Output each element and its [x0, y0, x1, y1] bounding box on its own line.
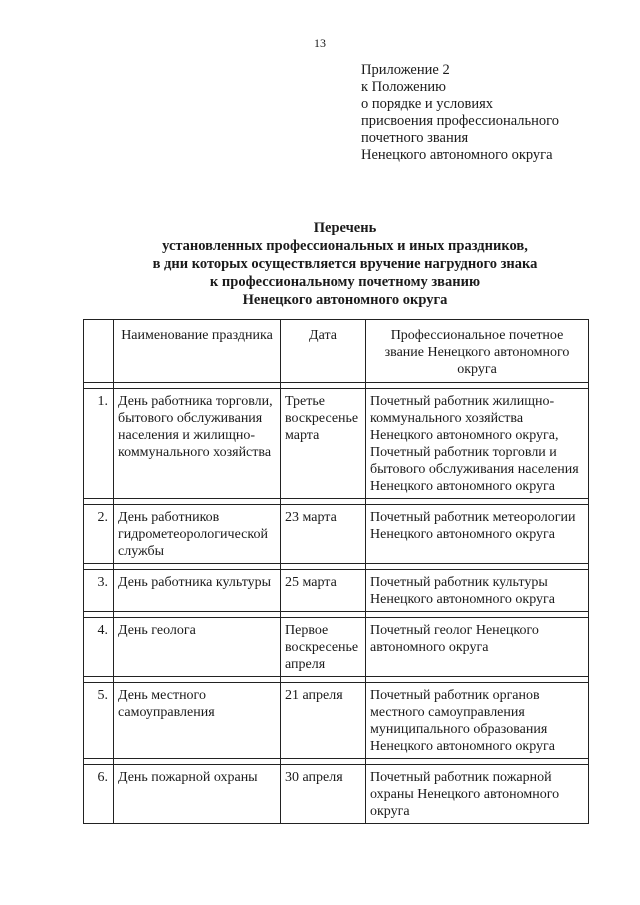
- row-date: Первое воскресенье апреля: [281, 618, 366, 677]
- table-row: [84, 683, 589, 759]
- table-row: [84, 505, 589, 564]
- row-honorary-title: Почетный работник метеорологии Ненецкого автономного округа: [366, 505, 589, 564]
- row-num: 5.: [84, 683, 114, 759]
- row-honorary-title: Почетный работник органов местного самоуправления муниципального образования Ненецкого автономного округа: [366, 683, 589, 759]
- appendix-line: Приложение 2: [361, 62, 450, 78]
- appendix-line: Ненецкого автономного округа: [361, 147, 553, 163]
- table-header-row: [84, 320, 589, 383]
- title-line: Ненецкого автономного округа: [242, 292, 448, 308]
- title-line: установленных профессиональных и иных праздников,: [162, 238, 528, 254]
- row-honorary-title: Почетный работник пожарной охраны Ненецкого автономного округа: [366, 765, 589, 824]
- header-title: Профессиональное почетное звание Ненецкого автономного округа: [366, 320, 589, 383]
- appendix-line: о порядке и условиях: [361, 96, 494, 112]
- row-honorary-title: Почетный геолог Ненецкого автономного округа: [366, 618, 589, 677]
- table-row: [84, 618, 589, 677]
- appendix-line: к Положению: [361, 79, 446, 95]
- row-num: 6.: [84, 765, 114, 824]
- row-date: Третье воскресенье марта: [281, 389, 366, 499]
- row-honorary-title: Почетный работник жилищно-коммунального хозяйства Ненецкого автономного округа, Почетный работник торговли и бытового обслуживания населения Ненецкого автономного округа: [366, 389, 589, 499]
- table-row: [84, 765, 589, 824]
- header-name: Наименование праздника: [114, 320, 281, 383]
- table-row: [84, 570, 589, 612]
- row-date: 25 марта: [281, 570, 366, 612]
- appendix-line: почетного звания: [361, 130, 469, 146]
- header-num: [84, 320, 114, 383]
- row-date: 30 апреля: [281, 765, 366, 824]
- title-line: к профессиональному почетному званию: [209, 274, 481, 290]
- row-date: 21 апреля: [281, 683, 366, 759]
- document-title: [0, 219, 640, 309]
- row-holiday-name: День местного самоуправления: [114, 683, 281, 759]
- header-date: Дата: [281, 320, 366, 383]
- row-num: 4.: [84, 618, 114, 677]
- table-row: [84, 389, 589, 499]
- row-holiday-name: День работника культуры: [114, 570, 281, 612]
- row-date: 23 марта: [281, 505, 366, 564]
- row-num: 3.: [84, 570, 114, 612]
- holidays-table: [83, 319, 589, 824]
- appendix-line: присвоения профессионального: [361, 113, 559, 129]
- appendix-note: [361, 62, 621, 164]
- row-holiday-name: День геолога: [114, 618, 281, 677]
- row-holiday-name: День работников гидрометеорологической службы: [114, 505, 281, 564]
- row-holiday-name: День работника торговли, бытового обслуживания населения и жилищно-коммунального хозяйства: [114, 389, 281, 499]
- row-num: 1.: [84, 389, 114, 499]
- title-line: в дни которых осуществляется вручение нагрудного знака: [152, 256, 538, 272]
- title-line: Перечень: [313, 220, 377, 236]
- page-number: 13: [314, 36, 326, 50]
- row-honorary-title: Почетный работник культуры Ненецкого автономного округа: [366, 570, 589, 612]
- row-num: 2.: [84, 505, 114, 564]
- row-holiday-name: День пожарной охраны: [114, 765, 281, 824]
